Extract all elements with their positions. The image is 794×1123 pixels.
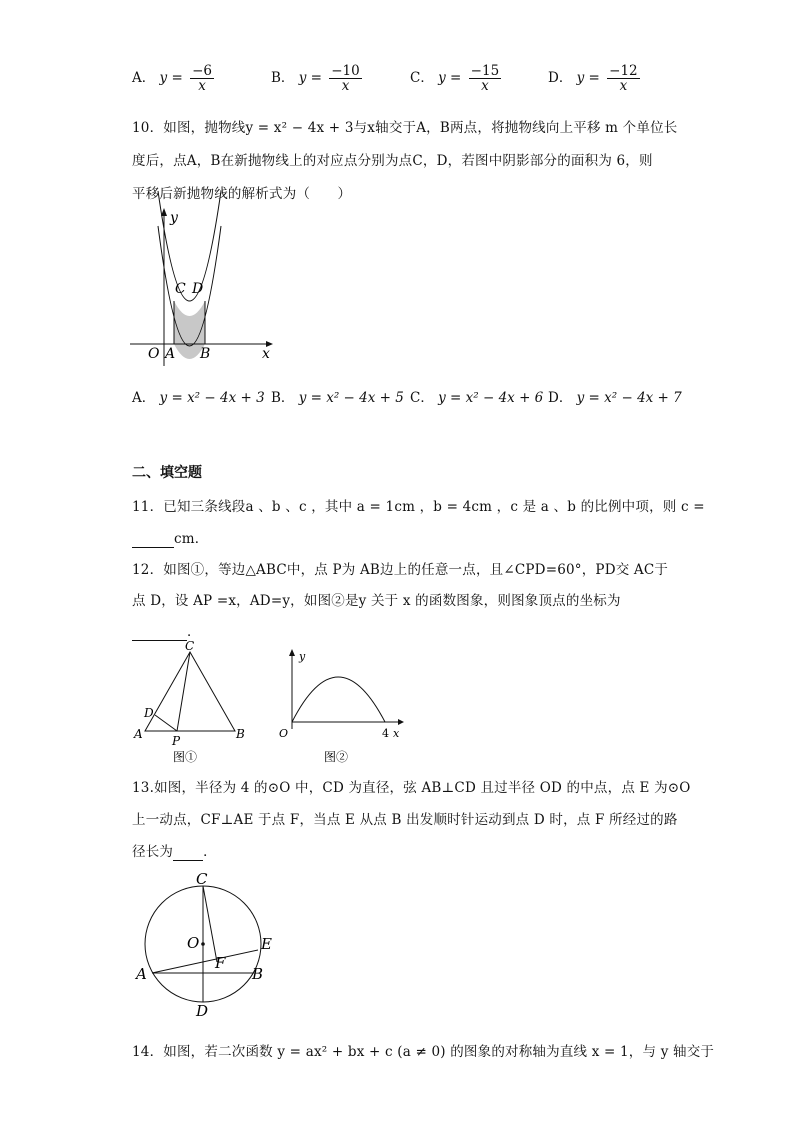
fraction-numerator: −15 [470, 63, 500, 79]
q10-option-b [271, 386, 404, 406]
label-f: F [215, 954, 226, 972]
label-o: O [148, 346, 160, 362]
label-d: D [196, 1002, 209, 1020]
q10-line-3: 平移后新抛物线的解析式为（ ） [132, 186, 352, 202]
q10-line-1: 10．如图，抛物线y = x² − 4x + 3与x轴交于A，B两点，将抛物线向上平移 m 个单位长 [132, 120, 678, 136]
label-four: 4 [382, 727, 389, 740]
function-curve [292, 677, 385, 722]
label-a: A [136, 965, 147, 983]
label-b: B [200, 346, 211, 362]
label-d: D [144, 706, 154, 720]
fraction-denominator: x [341, 78, 350, 94]
label-a: A [134, 727, 143, 741]
q13-line-2: 上一动点，CF⊥AE 于点 F，当点 E 从点 B 出发顺时针运动到点 D 时，点 F 所经过的路 [132, 812, 678, 828]
answer-blank[interactable] [132, 531, 174, 548]
q11-unit: cm． [174, 531, 209, 547]
option-lhs: y = [159, 70, 183, 86]
q13-end: ． [203, 844, 217, 860]
q12-line-3 [132, 620, 201, 641]
fraction-numerator: −6 [192, 63, 212, 79]
fraction-denominator: x [198, 78, 206, 94]
segment-cf [203, 886, 217, 962]
option-lhs: y = [576, 70, 600, 86]
option-letter: C． [410, 390, 434, 406]
option-letter: B． [271, 70, 295, 86]
section-title: 二、填空题 [132, 465, 202, 481]
option-letter: C． [410, 70, 434, 86]
q13-line-3-text: 径长为 [132, 844, 174, 860]
label-c: C [196, 870, 208, 888]
label-x: x [262, 346, 270, 362]
segment-pd [155, 715, 177, 731]
q9-option-b [271, 64, 362, 93]
option-fraction [190, 64, 214, 93]
q14-line-1: 14．如图，若二次函数 y = ax² + bx + c (a ≠ 0) 的图象的对称轴为直线 x = 1，与 y 轴交于 [132, 1044, 715, 1060]
label-b: B [252, 965, 264, 983]
fraction-denominator: x [481, 78, 489, 94]
option-letter: D． [548, 390, 573, 406]
q10-option-a [132, 386, 265, 406]
label-y: y [170, 210, 178, 226]
q10-line-2: 度后，点A，B在新抛物线上的对应点分别为点C，D，若图中阴影部分的面积为 6，则 [132, 153, 653, 169]
answer-blank[interactable] [132, 624, 187, 641]
triangle-abc [145, 652, 235, 731]
option-letter: D． [548, 70, 573, 86]
x-axis-arrow [398, 719, 404, 725]
caption-fig1: 图① [173, 750, 198, 764]
label-b: B [236, 727, 245, 741]
q10-option-d [548, 386, 682, 406]
label-x: x [393, 727, 400, 740]
fraction-numerator: −12 [609, 63, 638, 79]
q11-line-2 [132, 527, 208, 548]
option-letter: A． [132, 390, 156, 406]
option-letter: B． [271, 390, 295, 406]
label-p: P [172, 734, 181, 748]
option-lhs: y = [438, 70, 462, 86]
option-fraction [607, 64, 640, 93]
label-o: O [187, 934, 200, 952]
shifted-parabola [158, 191, 221, 301]
q9-option-d [548, 64, 640, 93]
q12-end: ． [187, 624, 201, 640]
q13-circle-figure [130, 866, 290, 1026]
q9-option-c [410, 64, 501, 93]
label-d: D [192, 281, 204, 297]
q12-line-2: 点 D，设 AP =x，AD=y，如图②是y 关于 x 的函数图象，则图象顶点的坐标为 [132, 593, 621, 609]
label-e: E [261, 935, 272, 953]
label-a: A [165, 346, 176, 362]
q12-line-1: 12．如图①，等边△ABC中，点 P为 AB边上的任意一点，且∠CPD=60°，PD交 AC于 [132, 562, 669, 578]
option-letter: A． [132, 70, 156, 86]
q9-option-a [132, 64, 214, 93]
q11-line-1: 11．已知三条线段a 、b 、c ，其中 a = 1cm ，b = 4cm ，c 是 a 、b 的比例中项，则 c = [132, 499, 705, 515]
q10-parabola-figure [130, 206, 280, 366]
caption-fig2: 图② [324, 750, 349, 764]
y-axis-arrow [289, 649, 295, 656]
q12-function-graph [270, 644, 410, 770]
label-c: C [175, 281, 186, 297]
option-lhs: y = [298, 70, 322, 86]
option-fraction [469, 64, 502, 93]
option-expression: y = x² − 4x + 6 [438, 390, 544, 406]
option-expression: y = x² − 4x + 5 [298, 390, 404, 406]
label-o: O [279, 727, 289, 740]
label-c: C [185, 639, 195, 653]
answer-blank[interactable] [173, 844, 203, 861]
option-fraction [329, 64, 362, 93]
segment-ae [152, 950, 258, 973]
option-expression: y = x² − 4x + 7 [576, 390, 682, 406]
fraction-denominator: x [619, 78, 628, 94]
fraction-numerator: −10 [331, 63, 360, 79]
q13-line-3 [132, 840, 217, 861]
q10-option-c [410, 386, 543, 406]
center-point [201, 942, 205, 946]
q12-triangle-figure [130, 640, 260, 770]
option-expression: y = x² − 4x + 3 [159, 390, 265, 406]
label-y: y [299, 650, 306, 663]
q13-line-1: 13.如图，半径为 4 的⊙O 中，CD 为直径，弦 AB⊥CD 且过半径 OD 的中点，点 E 为⊙O [132, 780, 691, 796]
